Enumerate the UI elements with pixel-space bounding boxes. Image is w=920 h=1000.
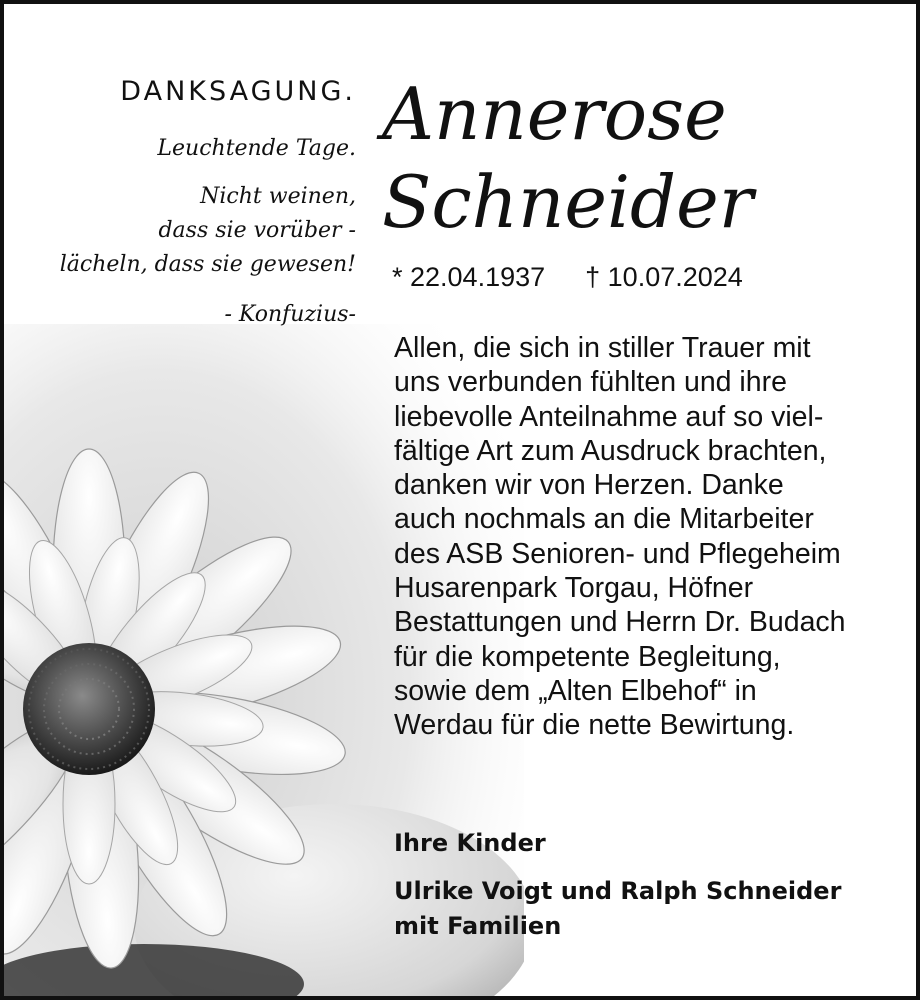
- first-name: Annerose: [382, 72, 727, 156]
- signature-names: [394, 874, 841, 944]
- quote-line: dass sie vorüber -: [158, 218, 356, 243]
- message-line: Allen, die sich in stiller Trauer mit: [394, 332, 811, 364]
- message-line: Husarenpark Torgau, Höfner: [394, 572, 754, 605]
- life-dates: [392, 262, 743, 293]
- message-line: Bestattungen und Herrn Dr. Budach: [394, 606, 846, 639]
- thanks-message: [394, 331, 899, 743]
- message-line: fältige Art zum Ausdruck brachten,: [394, 434, 827, 467]
- quote-line: Nicht weinen,: [200, 184, 356, 209]
- quote-author: - Konfuzius-: [224, 302, 356, 327]
- message-line: auch nochmals an die Mitarbeiter: [394, 503, 814, 536]
- death-date: † 10.07.2024: [585, 262, 743, 292]
- last-name: Schneider: [382, 160, 754, 244]
- message-line: sowie dem „Alten Elbehof“ in: [394, 674, 757, 707]
- quote-line: lächeln, dass sie gewesen!: [59, 252, 356, 277]
- signature-intro: Ihre Kinder: [394, 829, 546, 857]
- message-line: danken wir von Herzen. Danke: [394, 469, 784, 502]
- quote-line: Leuchtende Tage.: [157, 136, 356, 161]
- heading: DANKSAGUNG.: [120, 76, 356, 107]
- birth-date: * 22.04.1937: [392, 262, 546, 292]
- message-line: Werdau für die nette Bewirtung.: [394, 709, 795, 742]
- quote-block: [24, 180, 356, 282]
- signature-line: Ulrike Voigt und Ralph Schneider: [394, 877, 842, 905]
- message-line: uns verbunden fühlten und ihre: [394, 366, 787, 399]
- message-line: für die kompetente Begleitung,: [394, 640, 781, 673]
- message-line: liebevolle Anteilnahme auf so viel-: [394, 400, 824, 433]
- message-line: des ASB Senioren- und Pflegeheim: [394, 537, 841, 570]
- signature-line: mit Familien: [394, 912, 562, 940]
